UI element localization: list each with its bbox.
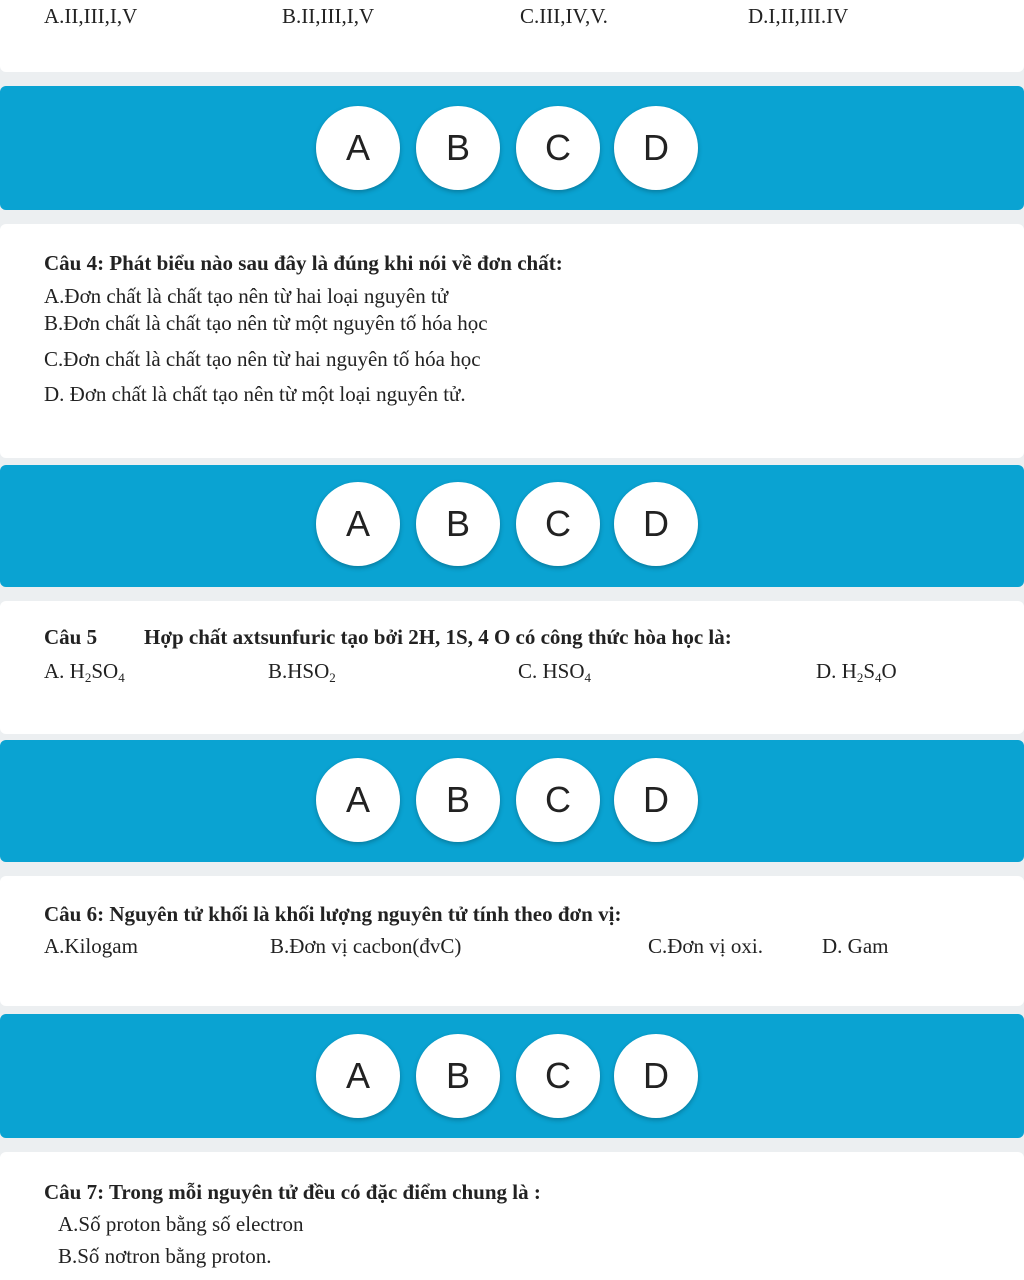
q3-option-c: C.III,IV,V.	[520, 4, 608, 28]
q3-option-a: A.II,III,I,V	[44, 4, 138, 28]
q4-option-c: C.Đơn chất là chất tạo nên từ hai nguyên tố hóa học	[44, 347, 481, 371]
question-7-card	[0, 1152, 1024, 1280]
q6-option-c: C.Đơn vị oxi.	[648, 934, 763, 958]
answer-band-q3	[0, 86, 1024, 210]
q5-option-c: C. $HSO_4$	[518, 659, 592, 685]
answer-c-button[interactable]: C	[516, 758, 600, 842]
answer-band-q6	[0, 1014, 1024, 1138]
q3-option-b: B.II,III,I,V	[282, 4, 375, 28]
q5-option-d: D. $H_2S_4O$	[816, 659, 897, 685]
question-4-card	[0, 224, 1024, 458]
answer-b-button[interactable]: B	[416, 758, 500, 842]
answer-d-button[interactable]: D	[614, 758, 698, 842]
answer-b-button[interactable]: B	[416, 482, 500, 566]
answer-d-button[interactable]: D	[614, 1034, 698, 1118]
q5-option-a: A. $H_2SO_4$	[44, 659, 125, 685]
q6-option-d: D. Gam	[822, 934, 889, 958]
q6-option-a: A.Kilogam	[44, 934, 138, 958]
q4-option-a: A.Đơn chất là chất tạo nên từ hai loại nguyên tử	[44, 284, 449, 308]
q4-option-b: B.Đơn chất là chất tạo nên từ một nguyên tố hóa học	[44, 311, 488, 335]
q5-title: Hợp chất axtsunfuric tạo bởi 2H, 1S, 4 O có công thức hòa học là:	[144, 625, 732, 649]
answer-a-button[interactable]: A	[316, 758, 400, 842]
question-6-card	[0, 876, 1024, 1006]
q7-title: Câu 7: Trong mỗi nguyên tử đều có đặc điểm chung là :	[44, 1180, 541, 1204]
q7-option-b: B.Số nơtron bằng proton.	[58, 1244, 272, 1268]
question-5-card	[0, 601, 1024, 734]
q4-option-d: D. Đơn chất là chất tạo nên từ một loại nguyên tử.	[44, 382, 466, 406]
answer-band-q5	[0, 740, 1024, 862]
answer-c-button[interactable]: C	[516, 482, 600, 566]
answer-d-button[interactable]: D	[614, 106, 698, 190]
q5-option-b: $B.HSO_2$	[268, 659, 336, 685]
q6-title: Câu 6: Nguyên tử khối là khối lượng nguyên tử tính theo đơn vị:	[44, 902, 622, 926]
answer-b-button[interactable]: B	[416, 106, 500, 190]
answer-a-button[interactable]: A	[316, 482, 400, 566]
answer-a-button[interactable]: A	[316, 106, 400, 190]
answer-c-button[interactable]: C	[516, 106, 600, 190]
answer-c-button[interactable]: C	[516, 1034, 600, 1118]
answer-a-button[interactable]: A	[316, 1034, 400, 1118]
answer-band-q4	[0, 465, 1024, 587]
answer-d-button[interactable]: D	[614, 482, 698, 566]
answer-b-button[interactable]: B	[416, 1034, 500, 1118]
q6-option-b: B.Đơn vị cacbon(đvC)	[270, 934, 462, 958]
q7-option-a: A.Số proton bằng số electron	[58, 1212, 304, 1236]
q5-title-number: Câu 5	[44, 625, 98, 649]
question-3-card	[0, 0, 1024, 72]
q4-title: Câu 4: Phát biểu nào sau đây là đúng khi nói về đơn chất:	[44, 251, 563, 275]
q3-option-d: D.I,II,III.IV	[748, 4, 849, 28]
